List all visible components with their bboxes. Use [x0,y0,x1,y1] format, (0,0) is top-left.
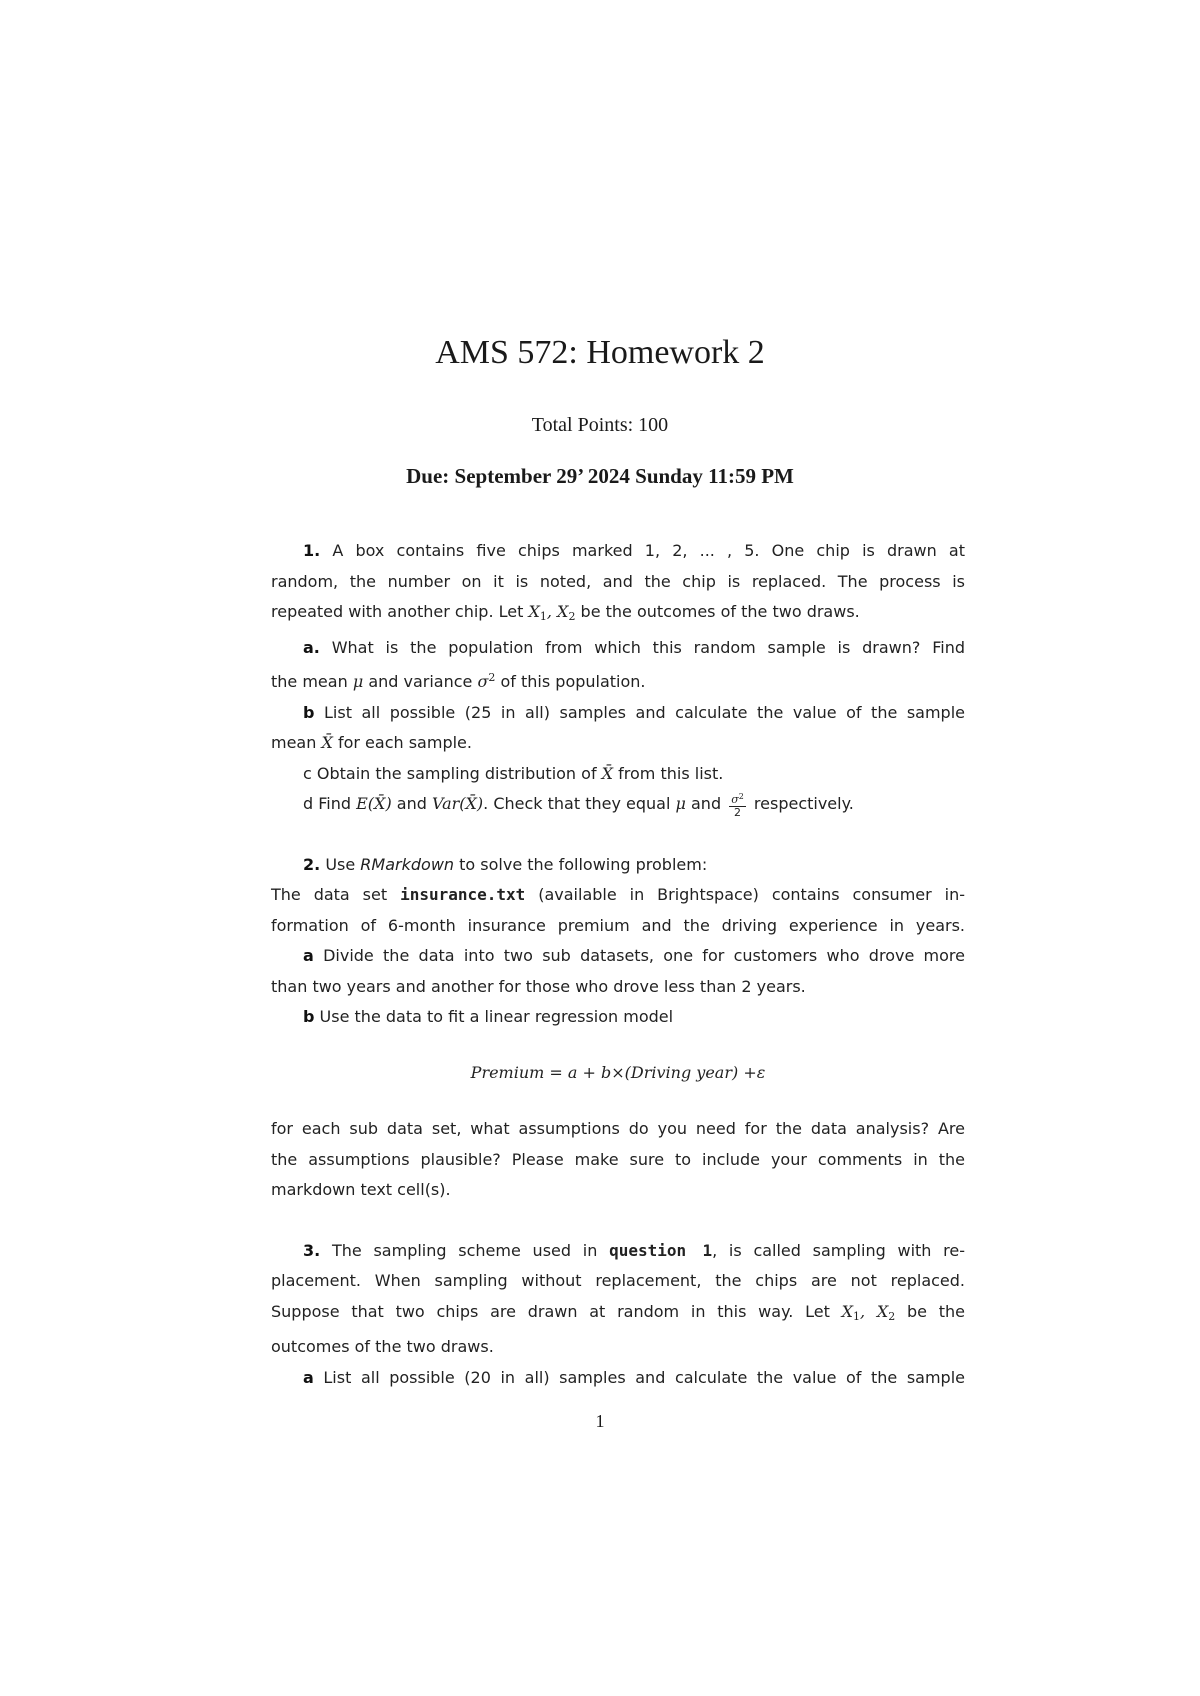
xbar-math: X̄ [601,763,614,783]
q2-after-line-1: for each sub data set, what assumptions do you need for the data analysis? Are [271,1119,965,1138]
q3-line-1 [271,1236,965,1267]
q2-data-b: (available in Brightspace) contains consumer in- [538,885,965,904]
q1d-text-1a: Find [318,794,352,813]
q1b-line-1 [271,698,965,729]
q3-text-1a: The sampling scheme used in [331,1240,598,1260]
question-2 [271,850,965,1206]
mu-math: μ [352,672,364,691]
q1a-line-1 [271,633,965,664]
q3a-label: a [303,1367,314,1387]
due-date: Due: September 29’ 2024 Sunday 11:59 PM [406,464,794,488]
q1-line-3 [271,597,965,633]
q2b-text-1: Use the data to fit a linear regression model [319,1007,674,1026]
variance-math: Var(X̄) [431,794,484,813]
document-title: AMS 572: Homework 2 [435,334,765,371]
q1d-text-1d: and [691,794,722,813]
q1b-text-1: List all possible (25 in all) samples and calculate the value of the sample [324,702,966,722]
question-1 [271,536,965,820]
q1a-text-2c: of this population. [500,672,646,691]
spacer [271,1206,965,1236]
q1d-text-1e: respectively. [753,794,854,813]
q1b-label: b [303,702,315,722]
q3-line-2: placement. When sampling without replacement, the chips are not replaced. [271,1271,965,1290]
q3-line-3 [271,1297,965,1333]
regression-equation: Premium = a + b×(Driving year) +ε [470,1062,766,1082]
q1a-text-2a: the mean [271,672,348,691]
q1-number: 1. [303,541,321,560]
q1c-label: c [303,763,312,783]
q1-line-2: random, the number on it is noted, and the chip is replaced. The process is [271,571,965,591]
q1a-label: a. [303,637,320,657]
q1b-text-2b: for each sample. [337,733,472,752]
sigma-squared-over-two-fraction: $\frac{\sigma^2}{2}$ [731,791,744,819]
q3-number: 3. [303,1240,321,1260]
q3-text-3a: Suppose that two chips are drawn at random in this way. Let [271,1301,830,1321]
q1c-text-1b: from this list. [618,763,724,783]
q2-after-line-2: the assumptions plausible? Please make sure to include your comments in the [271,1149,965,1169]
q3a-text-1: List all possible (20 in all) samples and calculate the value of the sample [323,1367,966,1387]
q1b-line-2 [271,728,965,759]
q2a-text-1: Divide the data into two sub datasets, one for customers who drove more [323,946,966,965]
q3-text-3b: be the [907,1301,966,1321]
q2-intro-b: to solve the following problem: [459,854,708,874]
q1c-text-1a: Obtain the sampling distribution of [316,763,597,783]
q1c-line-1 [271,759,965,790]
q3-line-4: outcomes of the two draws. [271,1337,494,1356]
q2-line-2 [271,880,965,911]
q2-number: 2. [303,854,321,874]
q1d-label: d [303,794,314,813]
q2-after-line-3: markdown text cell(s). [271,1180,451,1199]
q1-intro-line-3b: be the outcomes of the two draws. [580,602,860,621]
q3a-line-1 [271,1363,965,1394]
q1d-line-1 [271,789,965,820]
q1d-text-1c: . Check that they equal [483,794,671,813]
q2b-line-1 [271,1002,965,1033]
q1-intro-line-3a: repeated with another chip. Let [271,602,524,621]
mu-math: μ [675,794,686,813]
q2a-line-1 [271,941,965,972]
sigma-squared-math: $\sigma^2$ [477,671,496,691]
q1-intro-line-1: A box contains five chips marked 1, 2, ... , 5. One chip is drawn at [332,541,965,560]
q2a-label: a [303,946,314,965]
q3-text-1b: , is called sampling with re- [712,1240,966,1260]
x1-x2-math: $X_1$, $X_2$ [841,1301,896,1323]
q1d-text-1b: and [396,794,427,813]
q1a-text-1: What is the population from which this random sample is drawn? Find [331,637,966,657]
q1-line-1 [271,536,965,567]
page-number: 1 [595,1411,605,1431]
q2b-label: b [303,1007,315,1026]
total-points: Total Points: 100 [531,414,669,436]
question-3 [271,1236,965,1394]
homework-body [271,536,965,1393]
question-1-reference: question 1 [609,1240,713,1260]
q2-intro-a: Use [325,854,356,874]
spacer [271,820,965,850]
x1-x2-math: $X_1$, $X_2$ [528,602,576,623]
rmarkdown-label: RMarkdown [360,854,455,874]
q1b-text-2a: mean [271,733,317,752]
q2-data-a: The data set [271,885,388,904]
expectation-math: E(X̄) [356,794,392,813]
q2a-line-2: than two years and another for those who drove less than 2 years. [271,976,806,996]
q2-line-1 [271,850,965,881]
q2-line-3: formation of 6-month insurance premium and the driving experience in years. [271,915,965,935]
q1a-line-2 [271,663,965,698]
insurance-filename: insurance.txt [400,885,526,904]
xbar-math: X̄ [321,733,333,752]
q1a-text-2b: and variance [368,672,473,691]
